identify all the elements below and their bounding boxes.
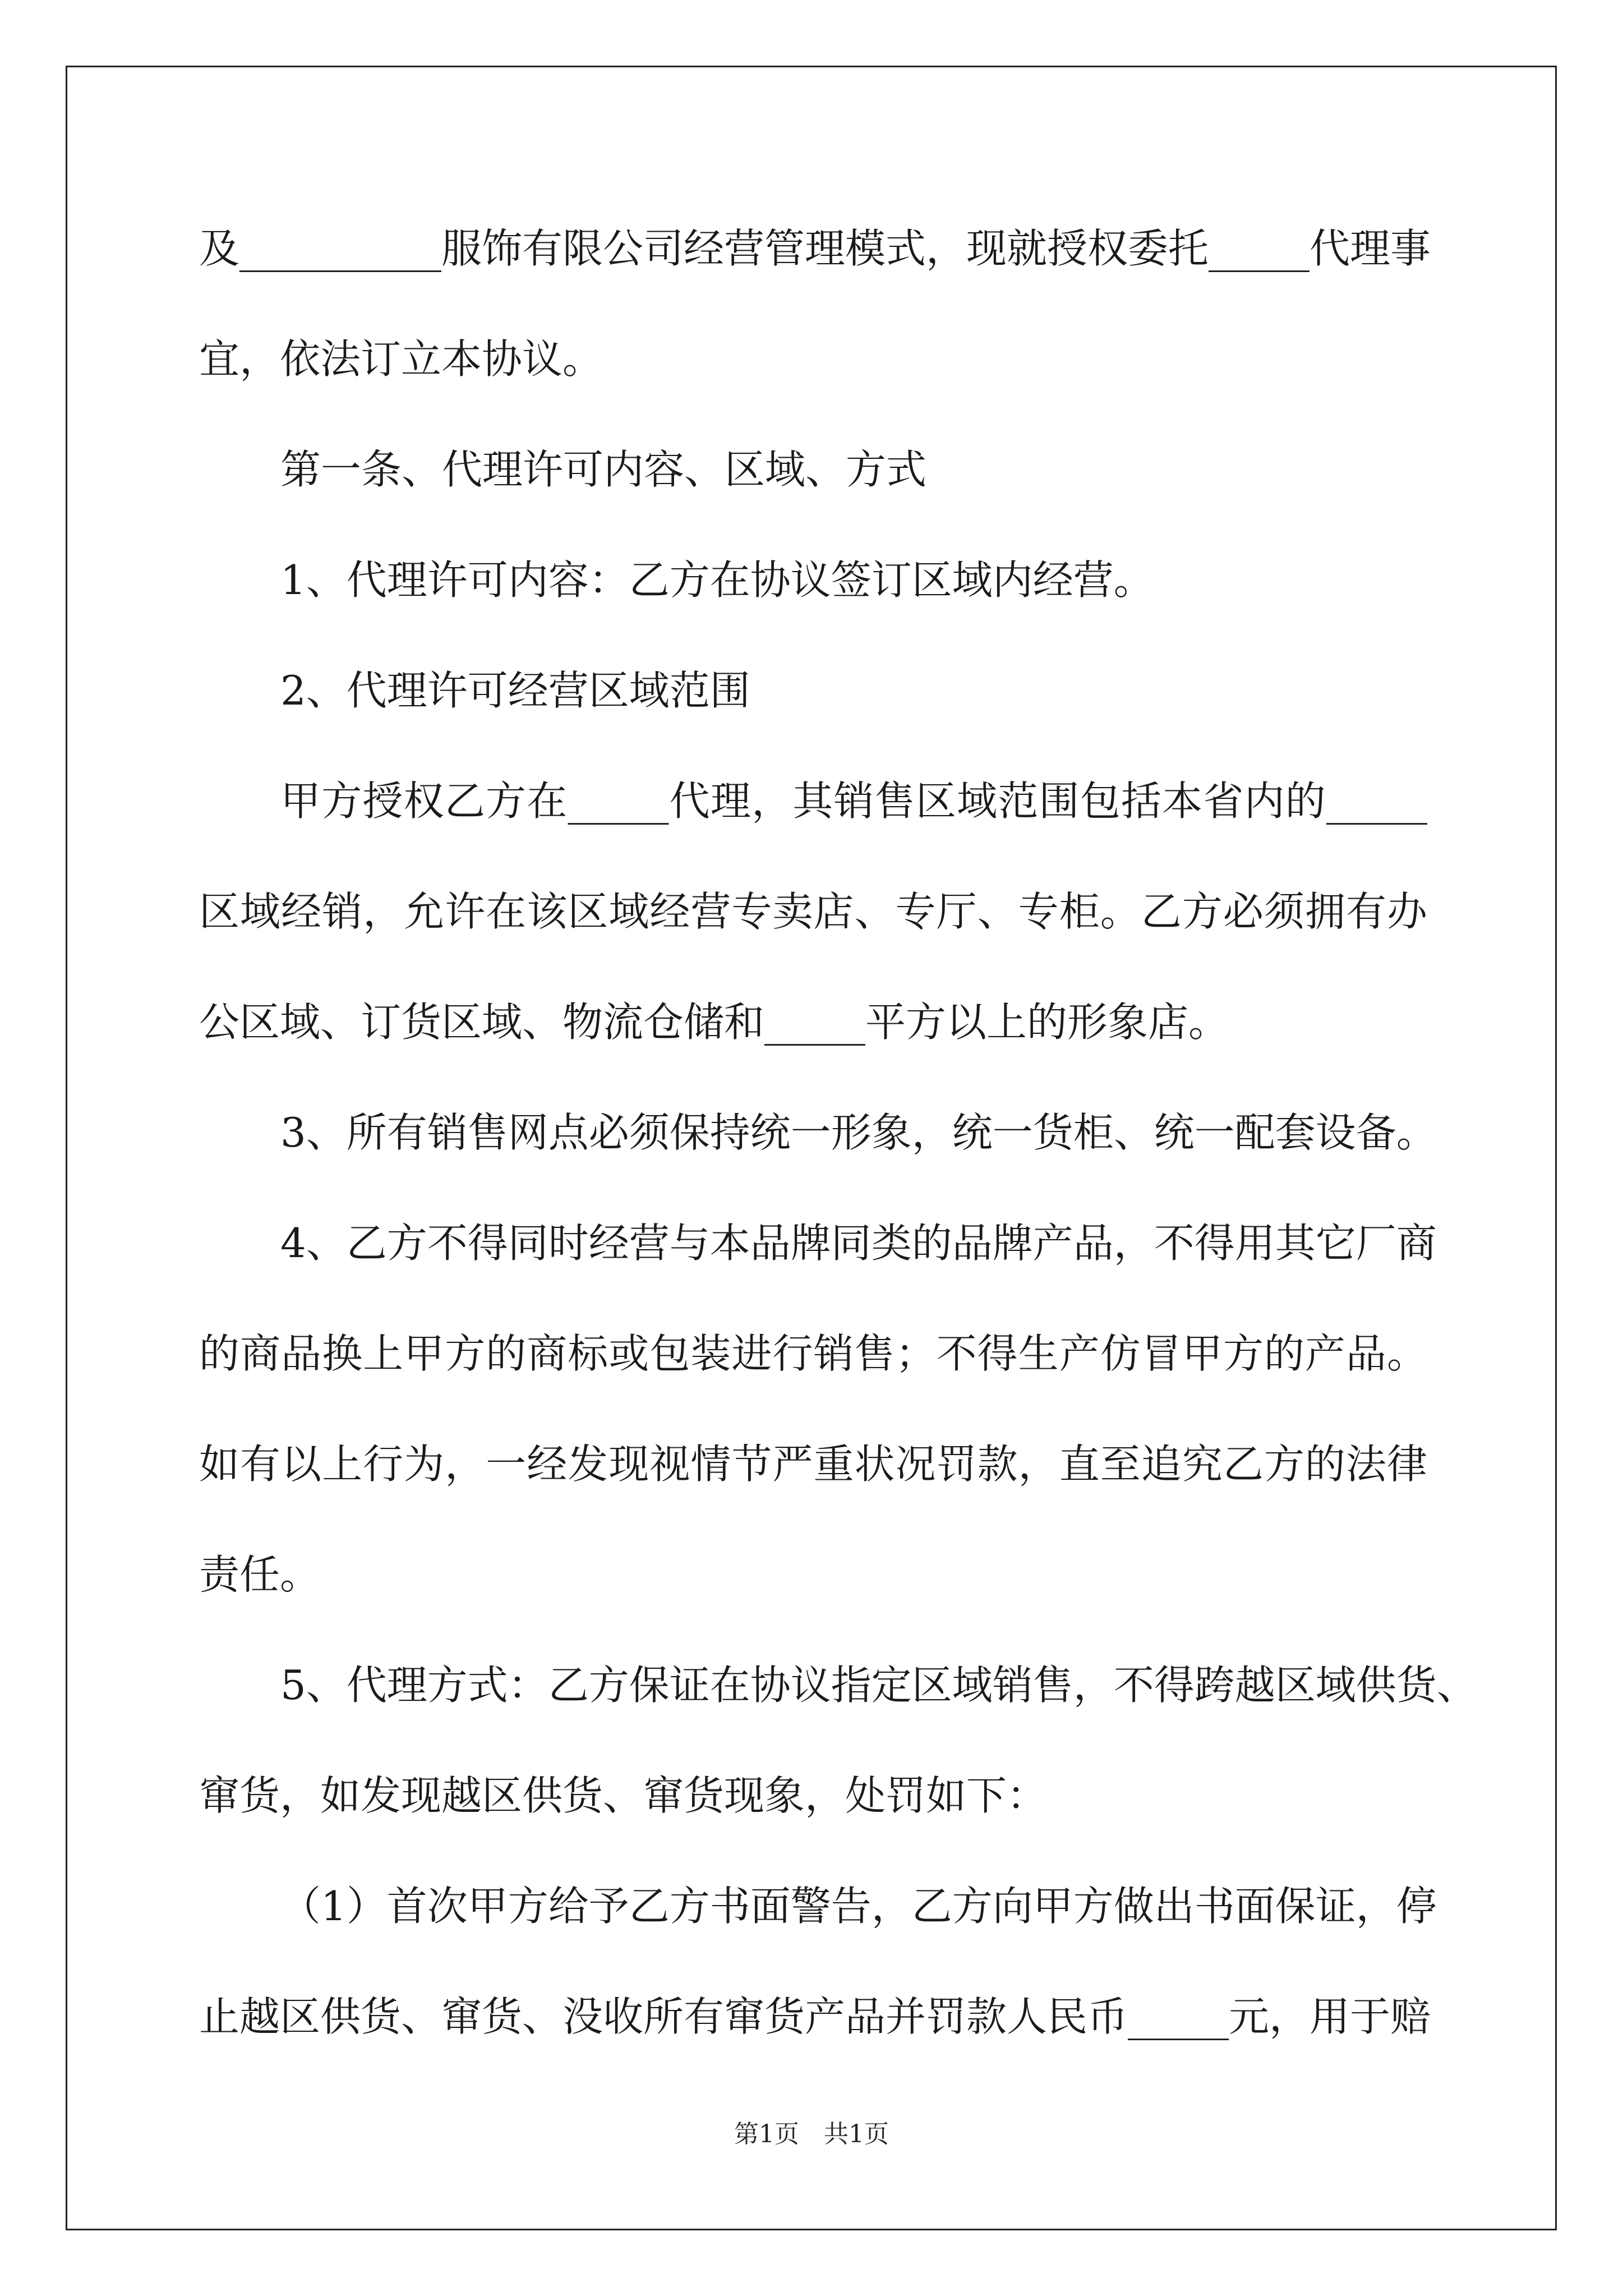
text-line: 甲方授权乙方在_____代理，其销售区域范围包括本省内的_____ — [280, 777, 1427, 825]
text-line: 2、代理许可经营区域范围 — [280, 667, 750, 714]
text-line: 区域经销，允许在该区域经营专卖店、专厅、专柜。乙方必须拥有办 — [199, 888, 1427, 935]
text-line: （1）首次甲方给予乙方书面警告，乙方向甲方做出书面保证，停 — [280, 1883, 1437, 1930]
section-heading: 第一条、代理许可内容、区域、方式 — [280, 446, 927, 493]
text-line: 窜货，如发现越区供货、窜货现象，处罚如下： — [199, 1772, 1048, 1819]
text-line: 责任。 — [199, 1551, 321, 1598]
text-line: 1、代理许可内容：乙方在协议签订区域内经营。 — [280, 556, 1154, 604]
page-number: 第1页 共1页 — [734, 2120, 889, 2148]
text-line: 公区域、订货区域、物流仓储和_____平方以上的形象店。 — [199, 999, 1229, 1046]
text-line: 止越区供货、窜货、没收所有窜货产品并罚款人民币_____元，用于赔 — [199, 1993, 1431, 2040]
text-line: 5、代理方式：乙方保证在协议指定区域销售，不得跨越区域供货、 — [280, 1662, 1477, 1709]
text-line: 3、所有销售网点必须保持统一形象，统一货柜、统一配套设备。 — [280, 1109, 1437, 1156]
text-line: 如有以上行为，一经发现视情节严重状况罚款，直至追究乙方的法律 — [199, 1441, 1427, 1488]
text-line: 的商品换上甲方的商标或包装进行销售；不得生产仿冒甲方的产品。 — [199, 1330, 1427, 1377]
text-line: 4、乙方不得同时经营与本品牌同类的品牌产品，不得用其它厂商 — [280, 1220, 1437, 1267]
text-line: 宜，依法订立本协议。 — [199, 335, 603, 383]
text-line: 及__________服饰有限公司经营管理模式，现就授权委托_____代理事 — [199, 225, 1431, 272]
